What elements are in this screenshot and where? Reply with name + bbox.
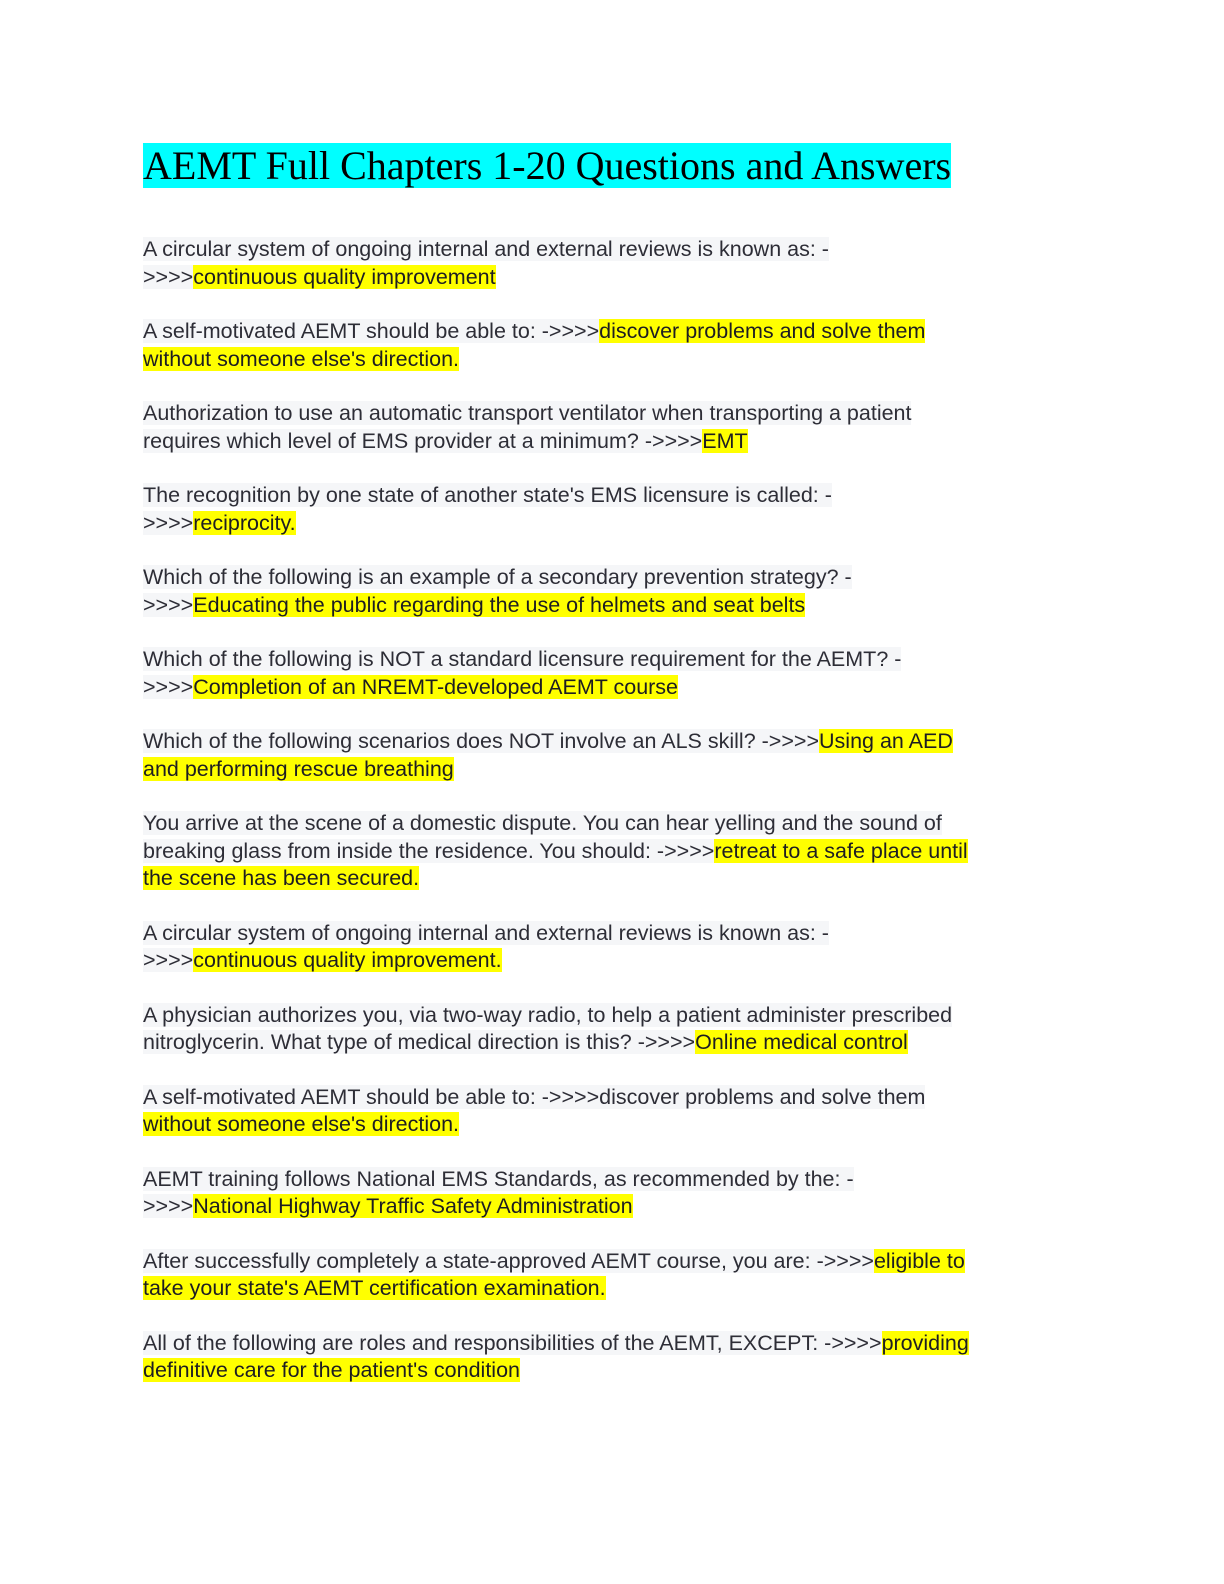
question-text: After successfully completely a state-approved AEMT course, you are: ->>>>: [143, 1248, 874, 1273]
question-text: All of the following are roles and responsibilities of the AEMT, EXCEPT: ->>>>: [143, 1330, 882, 1355]
answer-highlight: discover problems and solve them without someone else's direction.: [143, 319, 926, 371]
answer-highlight: providing definitive care for the patient's condition: [143, 1330, 969, 1382]
question-text: Authorization to use an automatic transport ventilator when transporting a patient requires which level of EMS provider at a minimum? ->>>>: [143, 401, 912, 453]
answer-highlight: retreat to a safe place until the scene has been secured.: [143, 838, 968, 890]
answer-highlight: continuous quality improvement.: [193, 948, 502, 972]
qa-item: [143, 482, 1073, 537]
question-text: A circular system of ongoing internal and external reviews is known as: - >>>>: [143, 920, 829, 972]
answer-highlight: continuous quality improvement: [193, 264, 496, 289]
qa-item: [143, 1002, 1073, 1057]
qa-item: [143, 728, 1073, 783]
question-text: Which of the following scenarios does NOT involve an ALS skill? ->>>>: [143, 729, 820, 753]
question-text: Which of the following is NOT a standard licensure requirement for the AEMT? - >>>>: [143, 647, 902, 699]
document-page: [143, 143, 1073, 1412]
qa-item: [143, 318, 1073, 373]
qa-item: [143, 920, 1073, 975]
qa-item: [143, 810, 1073, 893]
qa-item: [143, 400, 1073, 455]
answer-highlight: eligible to take your state's AEMT certification examination.: [143, 1248, 965, 1300]
qa-item: [143, 1166, 1073, 1221]
question-text: AEMT training follows National EMS Standards, as recommended by the: - >>>>: [143, 1166, 854, 1218]
question-text: The recognition by one state of another state's EMS licensure is called: - >>>>: [143, 483, 832, 535]
answer-highlight: National Highway Traffic Safety Administration: [193, 1194, 633, 1218]
question-text: You arrive at the scene of a domestic dispute. You can hear yelling and the sound of breaking glass from inside the residence. You should: ->>>>: [143, 811, 942, 863]
answer-highlight: reciprocity.: [193, 510, 296, 535]
question-text: Which of the following is an example of a secondary prevention strategy? - >>>>: [143, 565, 852, 617]
qa-item: [143, 1330, 1073, 1385]
document-title: AEMT Full Chapters 1-20 Questions and Answers: [143, 143, 952, 188]
qa-list: [143, 236, 1073, 1385]
question-text: A circular system of ongoing internal and external reviews is known as: - >>>>: [143, 237, 829, 289]
answer-highlight: Online medical control: [695, 1030, 908, 1054]
answer-highlight: Completion of an NREMT-developed AEMT course: [193, 674, 679, 699]
question-text: A self-motivated AEMT should be able to: ->>>>: [143, 319, 600, 343]
qa-item: [143, 1248, 1073, 1303]
answer-highlight: Using an AED and performing rescue breathing: [143, 729, 953, 781]
question-text: A self-motivated AEMT should be able to: ->>>>discover problems and solve them: [143, 1084, 926, 1109]
qa-item: [143, 646, 1073, 701]
answer-highlight: EMT: [702, 428, 748, 453]
title-block: [143, 143, 1073, 189]
qa-item: [143, 1084, 1073, 1139]
qa-item: [143, 236, 1073, 291]
answer-highlight: Educating the public regarding the use of helmets and seat belts: [193, 592, 806, 617]
qa-item: [143, 564, 1073, 619]
answer-highlight: without someone else's direction.: [143, 1112, 460, 1136]
question-text: A physician authorizes you, via two-way radio, to help a patient administer prescribed nitroglycerin. What type of medical direction is this? ->>>>: [143, 1002, 953, 1054]
